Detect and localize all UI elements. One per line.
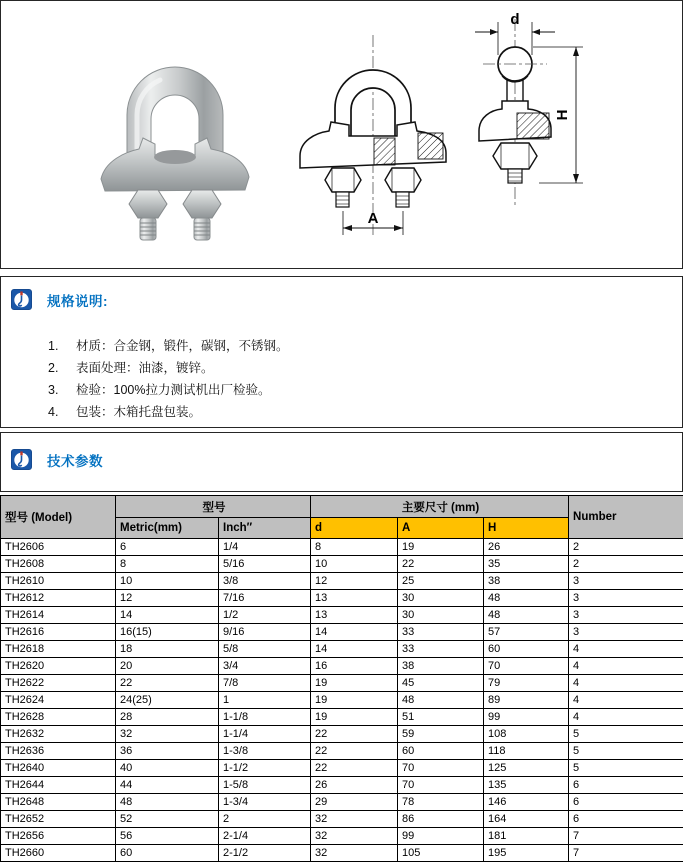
spec-item: [48, 379, 648, 401]
cell-model: TH2632: [1, 726, 116, 743]
cell-inch: 5/16: [219, 556, 311, 573]
table-row: [1, 811, 683, 828]
cell-d: 19: [311, 675, 398, 692]
spec-table-body: [1, 539, 683, 862]
table-row: [1, 828, 683, 845]
cell-model: TH2652: [1, 811, 116, 828]
cell-a: 59: [398, 726, 484, 743]
table-row: [1, 777, 683, 794]
cell-d: 22: [311, 726, 398, 743]
table-row: [1, 607, 683, 624]
cell-h: 79: [484, 675, 569, 692]
cell-d: 14: [311, 641, 398, 658]
cell-h: 26: [484, 539, 569, 556]
cell-inch: 1-1/2: [219, 760, 311, 777]
cell-h: 99: [484, 709, 569, 726]
cell-d: 13: [311, 607, 398, 624]
cell-metric: 12: [116, 590, 219, 607]
cell-inch: 1-3/8: [219, 743, 311, 760]
figures-section: [0, 0, 683, 269]
cell-metric: 24(25): [116, 692, 219, 709]
spec-item-text: 检验：100%拉力测试机出厂检验。: [76, 383, 271, 397]
cell-number: 6: [569, 811, 683, 828]
params-section: [0, 432, 683, 492]
cell-inch: 5/8: [219, 641, 311, 658]
cell-number: 6: [569, 777, 683, 794]
cell-number: 3: [569, 607, 683, 624]
cell-inch: 2-1/4: [219, 828, 311, 845]
table-row: [1, 556, 683, 573]
cell-number: 5: [569, 743, 683, 760]
cell-number: 6: [569, 794, 683, 811]
cell-inch: 1/4: [219, 539, 311, 556]
spec-item-text: 材质：合金钢，锻件，碳钢，不锈钢。: [76, 339, 289, 353]
table-row: [1, 743, 683, 760]
cell-d: 32: [311, 811, 398, 828]
cell-d: 19: [311, 692, 398, 709]
table-row: [1, 709, 683, 726]
cell-inch: 1-5/8: [219, 777, 311, 794]
cell-model: TH2624: [1, 692, 116, 709]
cell-number: 4: [569, 658, 683, 675]
cell-h: 48: [484, 607, 569, 624]
spec-list: [48, 335, 648, 423]
cell-metric: 56: [116, 828, 219, 845]
cell-model: TH2614: [1, 607, 116, 624]
cell-d: 22: [311, 743, 398, 760]
drawing-front-view: [285, 29, 463, 247]
cell-h: 60: [484, 641, 569, 658]
dim-label-H: H: [554, 109, 571, 121]
cell-inch: 2: [219, 811, 311, 828]
cell-metric: 48: [116, 794, 219, 811]
cell-number: 3: [569, 573, 683, 590]
cell-d: 13: [311, 590, 398, 607]
spec-item-number: 3.: [48, 383, 59, 397]
spec-table: [0, 495, 683, 862]
cell-inch: 9/16: [219, 624, 311, 641]
cell-metric: 10: [116, 573, 219, 590]
cell-h: 164: [484, 811, 569, 828]
cell-a: 70: [398, 777, 484, 794]
cell-metric: 60: [116, 845, 219, 862]
cell-d: 26: [311, 777, 398, 794]
cell-model: TH2612: [1, 590, 116, 607]
table-row: [1, 590, 683, 607]
table-row: [1, 726, 683, 743]
spec-item-number: 2.: [48, 361, 59, 375]
drawing-side-view: [441, 7, 596, 255]
col-header-h: H: [484, 518, 569, 539]
col-header-metric: Metric(mm): [116, 518, 219, 539]
spec-item: [48, 357, 648, 379]
cell-a: 45: [398, 675, 484, 692]
cell-h: 108: [484, 726, 569, 743]
cell-metric: 16(15): [116, 624, 219, 641]
table-row: [1, 760, 683, 777]
col-header-model: 型号 (Model): [1, 496, 116, 539]
col-header-a: A: [398, 518, 484, 539]
cell-metric: 6: [116, 539, 219, 556]
dim-label-A: A: [367, 210, 379, 227]
cell-number: 7: [569, 828, 683, 845]
product-photo: [93, 27, 258, 247]
col-group-dims: 主要尺寸 (mm): [311, 496, 569, 518]
table-row: [1, 692, 683, 709]
cell-inch: 1: [219, 692, 311, 709]
dim-label-d: d: [510, 11, 520, 28]
hook-icon: [11, 289, 32, 310]
cell-h: 48: [484, 590, 569, 607]
spec-notes-section: [0, 276, 683, 428]
table-row: [1, 675, 683, 692]
spec-table-header: [1, 496, 683, 539]
cell-metric: 52: [116, 811, 219, 828]
spec-item-number: 1.: [48, 339, 59, 353]
cell-d: 14: [311, 624, 398, 641]
cell-h: 89: [484, 692, 569, 709]
col-header-number: Number: [569, 496, 683, 539]
table-row: [1, 658, 683, 675]
cell-model: TH2644: [1, 777, 116, 794]
spec-item: [48, 401, 648, 423]
cell-number: 2: [569, 556, 683, 573]
cell-d: 22: [311, 760, 398, 777]
col-group-model: 型号: [116, 496, 311, 518]
cell-model: TH2656: [1, 828, 116, 845]
cell-model: TH2640: [1, 760, 116, 777]
cell-metric: 22: [116, 675, 219, 692]
cell-a: 19: [398, 539, 484, 556]
spec-item-text: 包装：木箱托盘包装。: [76, 405, 202, 419]
cell-model: TH2628: [1, 709, 116, 726]
cell-inch: 7/16: [219, 590, 311, 607]
cell-a: 70: [398, 760, 484, 777]
cell-inch: 2-1/2: [219, 845, 311, 862]
cell-metric: 36: [116, 743, 219, 760]
cell-inch: 1/2: [219, 607, 311, 624]
cell-a: 78: [398, 794, 484, 811]
cell-a: 33: [398, 641, 484, 658]
cell-metric: 32: [116, 726, 219, 743]
cell-a: 38: [398, 658, 484, 675]
cell-d: 32: [311, 828, 398, 845]
spec-item-text: 表面处理：油漆，镀锌。: [76, 361, 214, 375]
cell-model: TH2616: [1, 624, 116, 641]
cell-a: 86: [398, 811, 484, 828]
cell-a: 22: [398, 556, 484, 573]
cell-model: TH2648: [1, 794, 116, 811]
cell-d: 32: [311, 845, 398, 862]
cell-inch: 3/4: [219, 658, 311, 675]
cell-d: 16: [311, 658, 398, 675]
cell-metric: 14: [116, 607, 219, 624]
cell-a: 25: [398, 573, 484, 590]
cell-model: TH2610: [1, 573, 116, 590]
cell-d: 29: [311, 794, 398, 811]
cell-metric: 20: [116, 658, 219, 675]
cell-inch: 1-3/4: [219, 794, 311, 811]
cell-a: 48: [398, 692, 484, 709]
cell-inch: 1-1/4: [219, 726, 311, 743]
cell-model: TH2636: [1, 743, 116, 760]
cell-h: 57: [484, 624, 569, 641]
col-header-inch: Inch″: [219, 518, 311, 539]
cell-number: 4: [569, 692, 683, 709]
cell-a: 30: [398, 590, 484, 607]
cell-number: 4: [569, 641, 683, 658]
spec-item-number: 4.: [48, 405, 59, 419]
cell-a: 30: [398, 607, 484, 624]
cell-metric: 18: [116, 641, 219, 658]
cell-model: TH2660: [1, 845, 116, 862]
cell-d: 19: [311, 709, 398, 726]
cell-number: 3: [569, 624, 683, 641]
cell-d: 10: [311, 556, 398, 573]
cell-number: 5: [569, 760, 683, 777]
cell-a: 60: [398, 743, 484, 760]
col-header-d: d: [311, 518, 398, 539]
spec-item: [48, 335, 648, 357]
cell-h: 195: [484, 845, 569, 862]
table-row: [1, 641, 683, 658]
hook-icon: [11, 449, 32, 470]
cell-number: 7: [569, 845, 683, 862]
cell-a: 99: [398, 828, 484, 845]
cell-h: 118: [484, 743, 569, 760]
cell-number: 4: [569, 709, 683, 726]
table-row: [1, 573, 683, 590]
cell-h: 181: [484, 828, 569, 845]
cell-h: 70: [484, 658, 569, 675]
cell-number: 4: [569, 675, 683, 692]
cell-a: 33: [398, 624, 484, 641]
cell-number: 5: [569, 726, 683, 743]
cell-model: TH2606: [1, 539, 116, 556]
cell-metric: 8: [116, 556, 219, 573]
params-heading: 技术参数: [47, 453, 103, 469]
cell-number: 2: [569, 539, 683, 556]
cell-number: 3: [569, 590, 683, 607]
cell-a: 105: [398, 845, 484, 862]
cell-metric: 44: [116, 777, 219, 794]
cell-h: 146: [484, 794, 569, 811]
cell-h: 35: [484, 556, 569, 573]
table-row: [1, 794, 683, 811]
cell-h: 125: [484, 760, 569, 777]
cell-model: TH2618: [1, 641, 116, 658]
cell-model: TH2608: [1, 556, 116, 573]
table-row: [1, 845, 683, 862]
cell-inch: 7/8: [219, 675, 311, 692]
cell-d: 12: [311, 573, 398, 590]
spec-notes-heading: 规格说明:: [47, 293, 108, 309]
table-row: [1, 624, 683, 641]
cell-inch: 3/8: [219, 573, 311, 590]
cell-h: 38: [484, 573, 569, 590]
cell-a: 51: [398, 709, 484, 726]
cell-metric: 28: [116, 709, 219, 726]
cell-model: TH2622: [1, 675, 116, 692]
cell-inch: 1-1/8: [219, 709, 311, 726]
cell-model: TH2620: [1, 658, 116, 675]
cell-metric: 40: [116, 760, 219, 777]
cell-d: 8: [311, 539, 398, 556]
table-row: [1, 539, 683, 556]
cell-h: 135: [484, 777, 569, 794]
